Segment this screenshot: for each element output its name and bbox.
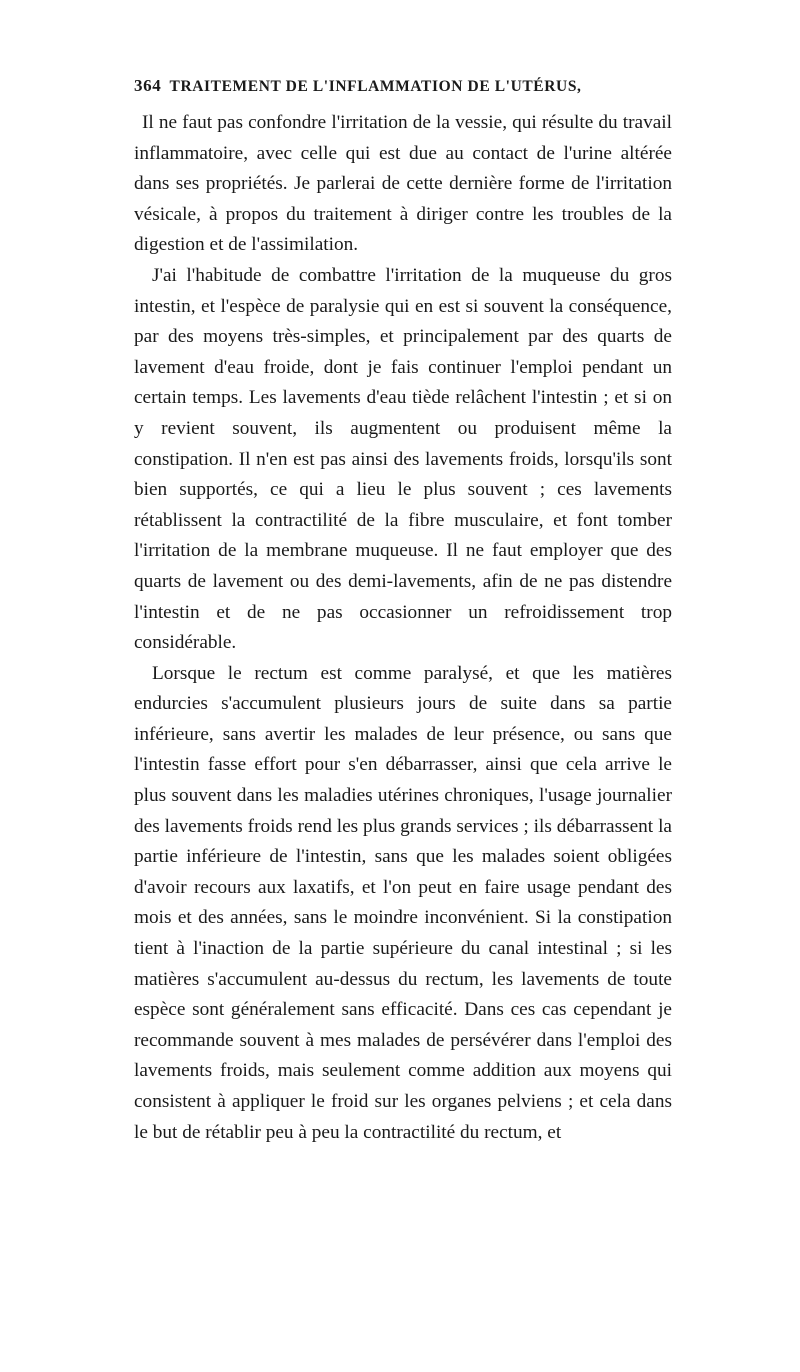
running-title: TRAITEMENT DE L'INFLAMMATION DE L'UTÉRUS,	[169, 78, 582, 95]
paragraph-2: J'ai l'habitude de combattre l'irritation de la muqueuse du gros intestin, et l'espèce de paralysie qui en est si souvent la conséquence, par des moyens très-simples, et principalement par des quarts de lavement d'eau froide, dont je fais continuer l'emploi pendant un certain temps. Les lavements d'eau tiède relâchent l'intestin ; et si on y revient souvent, ils augmentent ou produisent même la constipation. Il n'en est pas ainsi des lavements froids, lorsqu'ils sont bien supportés, ce qui a lieu le plus souvent ; ces lavements rétablissent la contractilité de la fibre musculaire, et font tomber l'irritation de la membrane muqueuse. Il ne faut employer que des quarts de lavement ou des demi-lavements, afin de ne pas distendre l'intestin et de ne pas occasionner un refroidissement trop considérable.	[134, 264, 672, 654]
paragraph-1: Il ne faut pas confondre l'irritation de la vessie, qui résulte du travail inflammatoire, avec celle qui est due au contact de l'urine altérée dans ses propriétés. Je parlerai de cette dernière forme de l'irritation vésicale, à propos du traitement à diriger contre les troubles de la digestion et de l'assimilation.	[134, 112, 672, 256]
body-text	[134, 108, 672, 1148]
book-page	[134, 72, 672, 1148]
paragraph-3: Lorsque le rectum est comme paralysé, et que les matières endurcies s'accumulent plusieurs jours de suite dans sa partie inférieure, sans avertir les malades de leur présence, ou sans que l'intestin fasse effort pour s'en débarrasser, ainsi que cela arrive le plus souvent dans les maladies utérines chroniques, l'usage journalier des lavements froids rend les plus grands services ; ils débarrassent la partie inférieure de l'intestin, sans que les malades soient obligées d'avoir recours aux laxatifs, et l'on peut en faire usage pendant des mois et des années, sans le moindre inconvénient. Si la constipation tient à l'inaction de la partie supérieure du canal intestinal ; si les matières s'accumulent au-dessus du rectum, les lavements de toute espèce sont généralement sans efficacité. Dans ces cas cependant je recommande souvent à mes malades de persévérer dans l'emploi des lavements froids, mais seulement comme addition aux moyens qui consistent à appliquer le froid sur les organes pelviens ; et cela dans le but de rétablir peu à peu la contractilité du rectum, et	[134, 662, 672, 1143]
running-head	[134, 72, 672, 100]
page-number: 364	[134, 76, 162, 95]
